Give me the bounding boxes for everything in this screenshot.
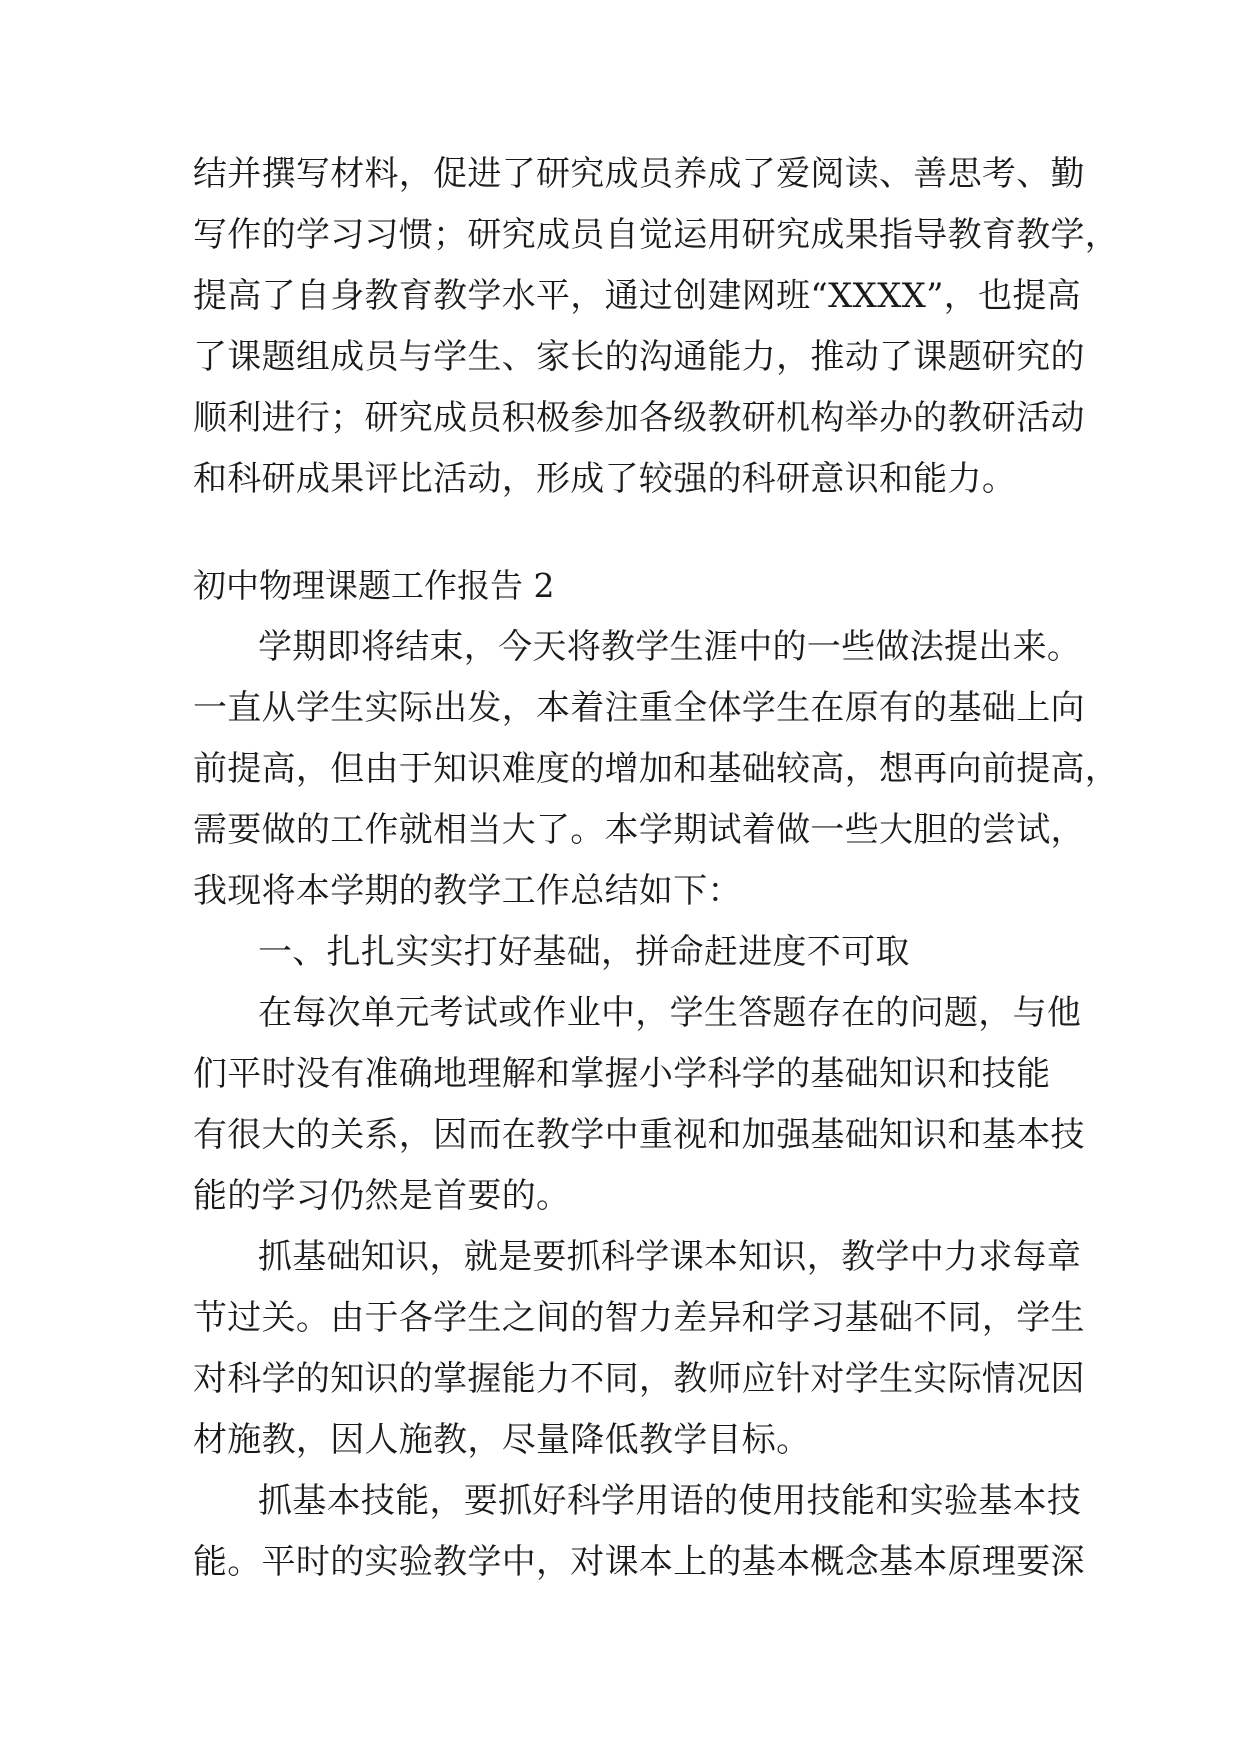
paragraph-line: 和科研成果评比活动，形成了较强的科研意识和能力。 (193, 459, 1017, 499)
paragraph-line: 能。平时的实验教学中，对课本上的基本概念基本原理要深 (193, 1542, 1085, 1582)
paragraph-line: 写作的学习习惯；研究成员自觉运用研究成果指导教育教学， (193, 215, 1120, 255)
paragraph-line: 一直从学生实际出发，本着注重全体学生在原有的基础上向 (193, 688, 1085, 728)
section-heading: 一、扎扎实实打好基础，拼命赶进度不可取 (258, 932, 910, 972)
paragraph-line: 顺利进行；研究成员积极参加各级教研机构举办的教研活动 (193, 398, 1085, 438)
paragraph-line: 需要做的工作就相当大了。本学期试着做一些大胆的尝试， (193, 810, 1085, 850)
paragraph-line: 能的学习仍然是首要的。 (193, 1176, 571, 1216)
paragraph-line: 前提高，但由于知识难度的增加和基础较高，想再向前提高， (193, 749, 1120, 789)
paragraph-line: 材施教，因人施教，尽量降低教学目标。 (193, 1420, 811, 1460)
report-title: 初中物理课题工作报告 2 (193, 566, 555, 605)
paragraph-line: 结并撰写材料，促进了研究成员养成了爱阅读、善思考、勤 (193, 154, 1085, 194)
paragraph-line: 抓基础知识，就是要抓科学课本知识，教学中力求每章 (258, 1237, 1082, 1277)
paragraph-line: 提高了自身教育教学水平，通过创建网班“XXXX”，也提高 (193, 276, 1081, 316)
paragraph-line: 我现将本学期的教学工作总结如下： (193, 871, 742, 911)
paragraph-line: 有很大的关系，因而在教学中重视和加强基础知识和基本技 (193, 1115, 1085, 1155)
paragraph-line: 在每次单元考试或作业中，学生答题存在的问题，与他 (258, 993, 1082, 1033)
paragraph-line: 抓基本技能，要抓好科学用语的使用技能和实验基本技 (258, 1481, 1082, 1521)
paragraph-line: 了课题组成员与学生、家长的沟通能力，推动了课题研究的 (193, 337, 1085, 377)
paragraph-line: 学期即将结束，今天将教学生涯中的一些做法提出来。 (258, 627, 1082, 667)
paragraph-line: 对科学的知识的掌握能力不同，教师应针对学生实际情况因 (193, 1359, 1085, 1399)
paragraph-line: 们平时没有准确地理解和掌握小学科学的基础知识和技能 (193, 1054, 1051, 1094)
paragraph-line: 节过关。由于各学生之间的智力差异和学习基础不同，学生 (193, 1298, 1085, 1338)
